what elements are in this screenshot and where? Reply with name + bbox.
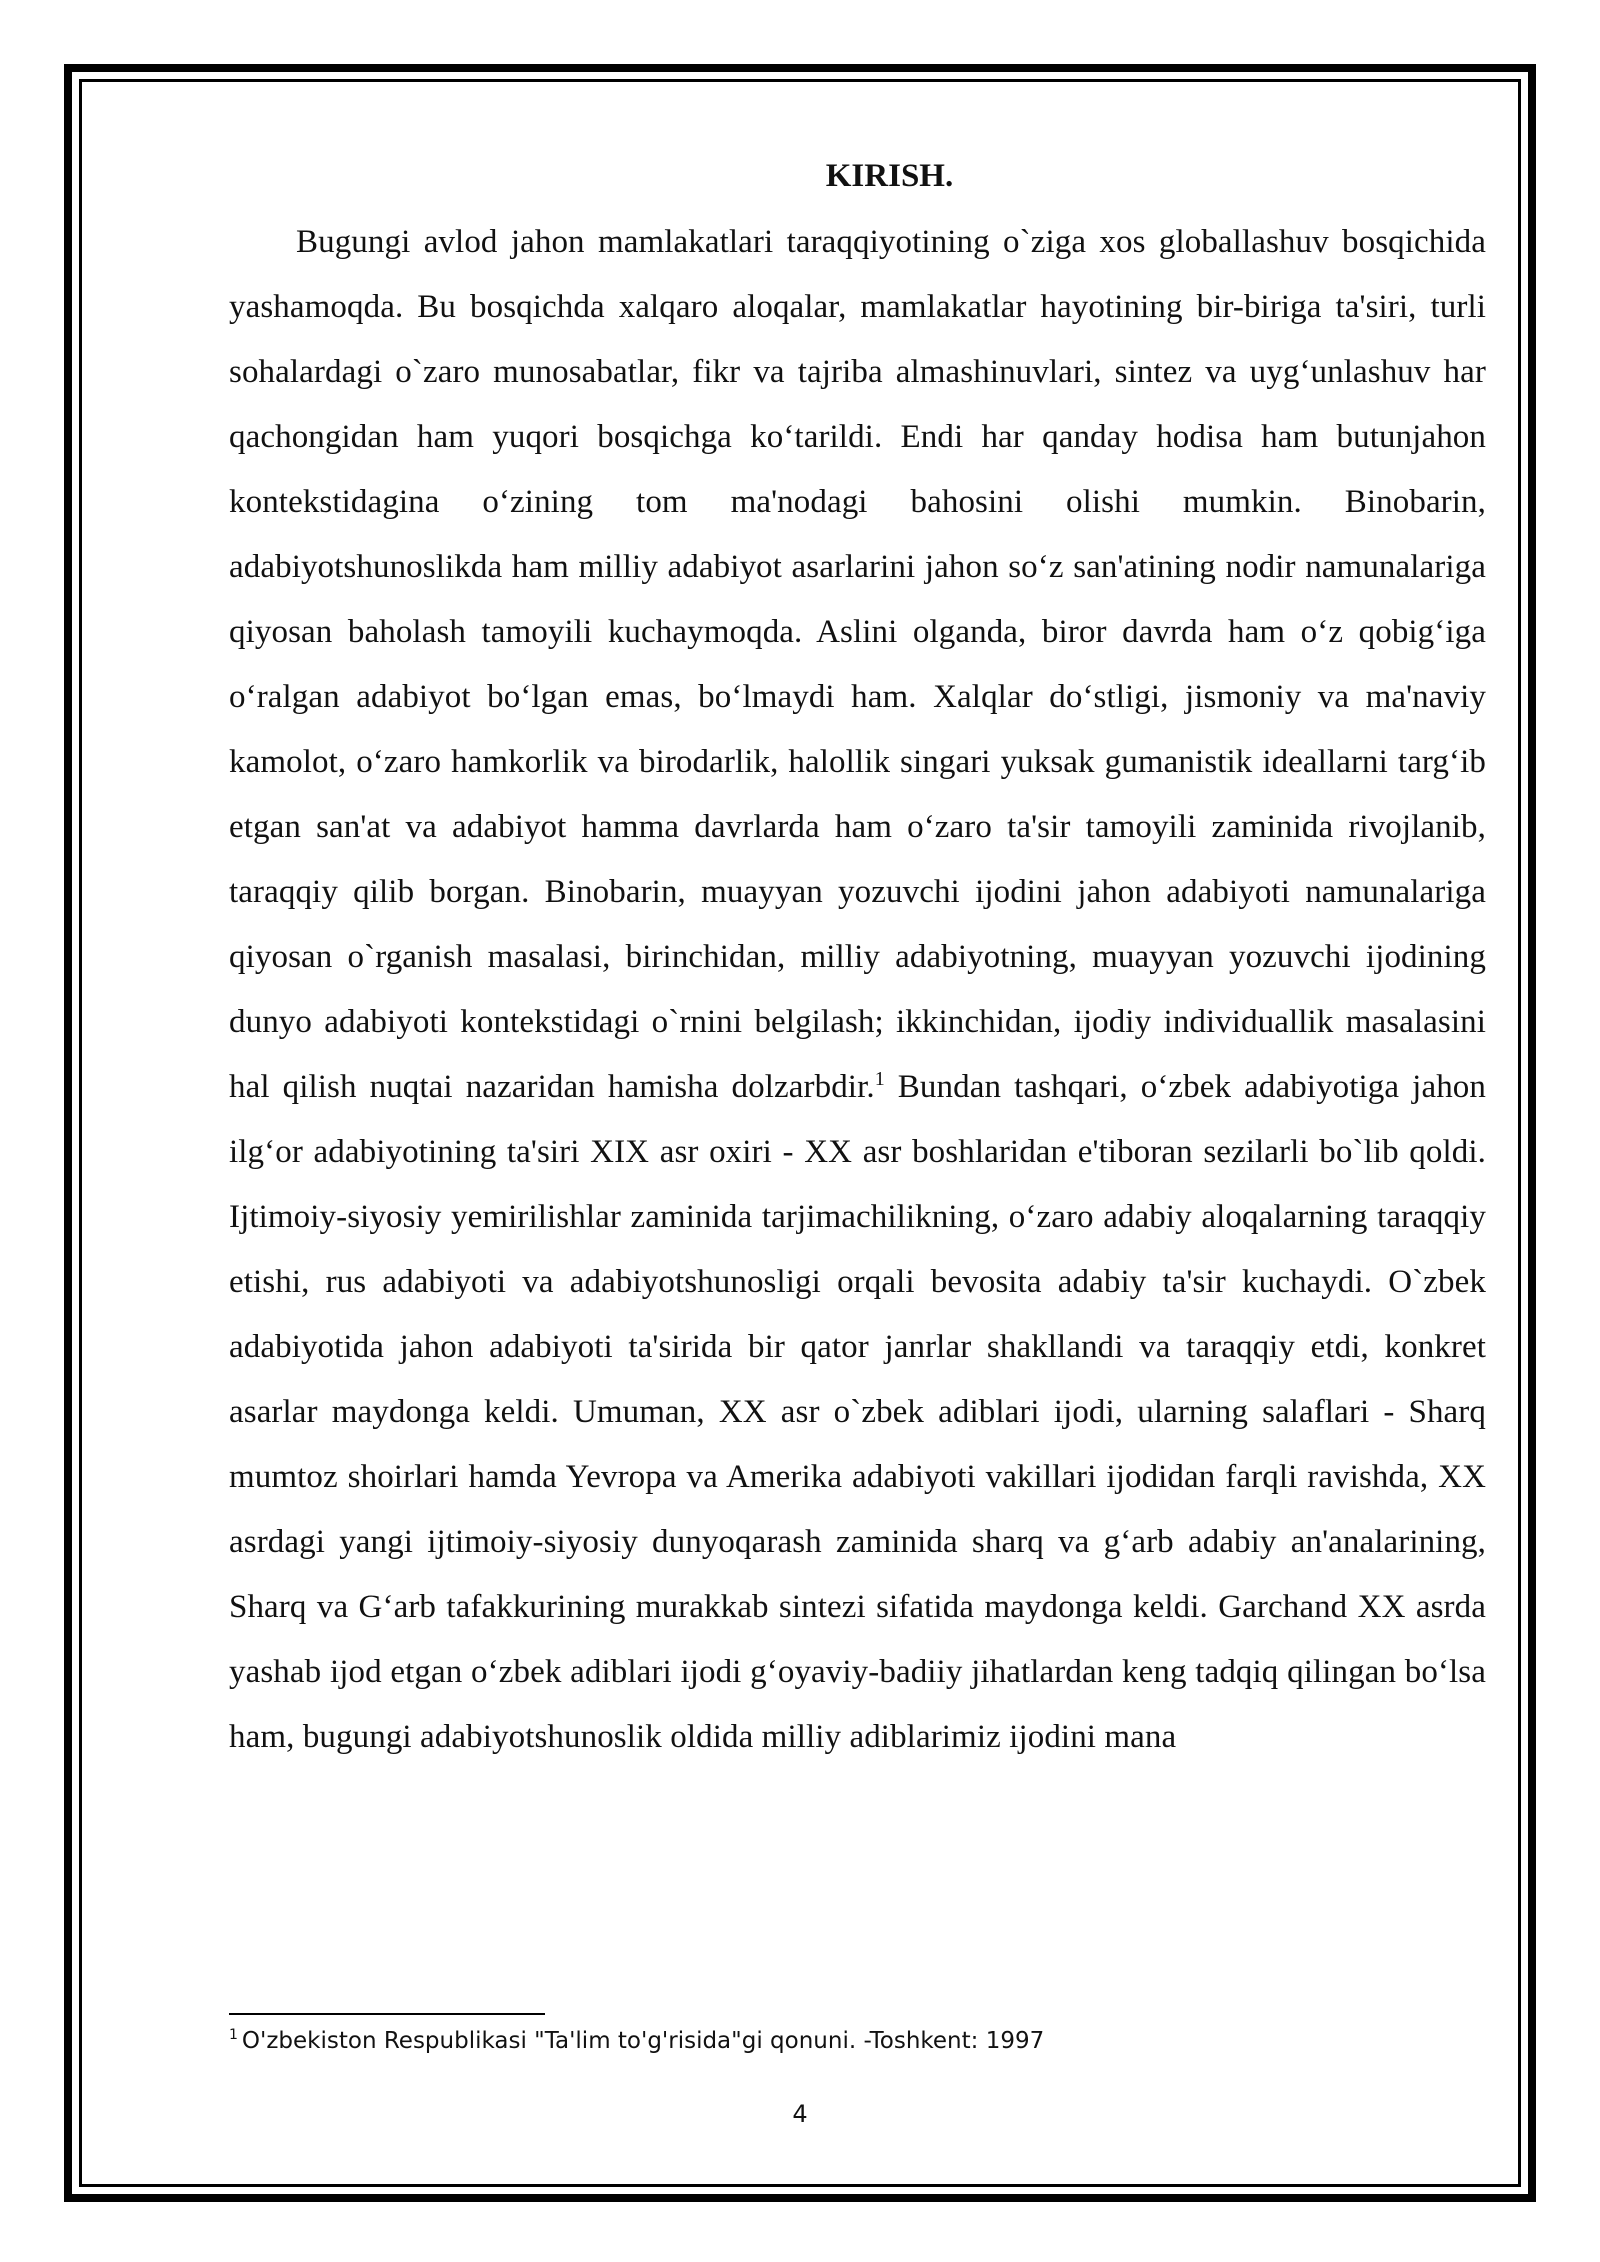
footnote: [229, 2024, 1486, 2058]
page-content: [229, 150, 1486, 1770]
body-text-part2: Bundan tashqari, o‘zbek adabiyotiga jahon ilg‘or adabiyotining ta'siri XIX asr oxiri - XX asr boshlaridan e'tiboran sezilarli bo`lib qoldi. Ijtimoiy-siyosiy yemirilishlar zaminida tarjimachilikning, o‘zaro adabiy aloqalarning taraqqiy etishi, rus adabiyoti va adabiyotshunosligi orqali bevosita adabiy ta'sir kuchaydi. O`zbek adabiyotida jahon adabiyoti ta'sirida bir qator janrlar shakllandi va taraqqiy etdi, konkret asarlar maydonga keldi. Umuman, XX asr o`zbek adiblari ijodi, ularning salaflari - Sharq mumtoz shoirlari hamda Yevropa va Amerika adabiyoti vakillari ijodidan farqli ravishda, XX asrdagi yangi ijtimoiy-siyosiy dunyoqarash zaminida sharq va g‘arb adabiy an'analarining, Sharq va G‘arb tafakkurining murakkab sintezi sifatida maydonga keldi. Garchand XX asrda yashab ijod etgan o‘zbek adiblari ijodi g‘oyaviy-badiiy jihatlardan keng tadqiq qilingan bo‘lsa ham, bugungi adabiyotshunoslik oldida milliy adiblarimiz ijodini mana: [229, 1069, 1486, 1755]
footnote-marker: 1: [229, 2027, 238, 2044]
footnote-text: O'zbekiston Respublikasi "Ta'lim to'g'risida"gi qonuni. -Toshkent: 1997: [241, 2028, 1045, 2054]
section-title: KIRISH.: [825, 158, 954, 194]
body-paragraph: [229, 210, 1486, 1770]
body-text-part1: Bugungi avlod jahon mamlakatlari taraqqiyotining o`ziga xos globallashuv bosqichida yashamoqda. Bu bosqichda xalqaro aloqalar, mamlakatlar hayotining bir-biriga ta'siri, turli sohalardagi o`zaro munosabatlar, fikr va tajriba almashinuvlari, sintez va uyg‘unlashuv har qachongidan ham yuqori bosqichga ko‘tarildi. Endi har qanday hodisa ham butunjahon kontekstidagina o‘zining tom ma'nodagi bahosini olishi mumkin. Binobarin, adabiyotshunoslikda ham milliy adabiyot asarlarini jahon so‘z san'atining nodir namunalariga qiyosan baholash tamoyili kuchaymoqda. Aslini olganda, biror davrda ham o‘z qobig‘iga o‘ralgan adabiyot bo‘lgan emas, bo‘lmaydi ham. Xalqlar do‘stligi, jismoniy va ma'naviy kamolot, o‘zaro hamkorlik va birodarlik, halollik singari yuksak gumanistik ideallarni targ‘ib etgan san'at va adabiyot hamma davrlarda ham o‘zaro ta'sir tamoyili zaminida rivojlanib, taraqqiy qilib borgan. Binobarin, muayyan yozuvchi ijodini jahon adabiyoti namunalariga qiyosan o`rganish masalasi, birinchidan, milliy adabiyotning, muayyan yozuvchi ijodining dunyo adabiyoti kontekstidagi o`rnini belgilash; ikkinchidan, ijodiy individuallik masalasini hal qilish nuqtai nazaridan hamisha dolzarbdir.: [229, 224, 1486, 1105]
page-number: 4: [792, 2100, 808, 2128]
footnote-reference[interactable]: 1: [874, 1068, 885, 1090]
footnote-separator: [229, 2013, 545, 2015]
